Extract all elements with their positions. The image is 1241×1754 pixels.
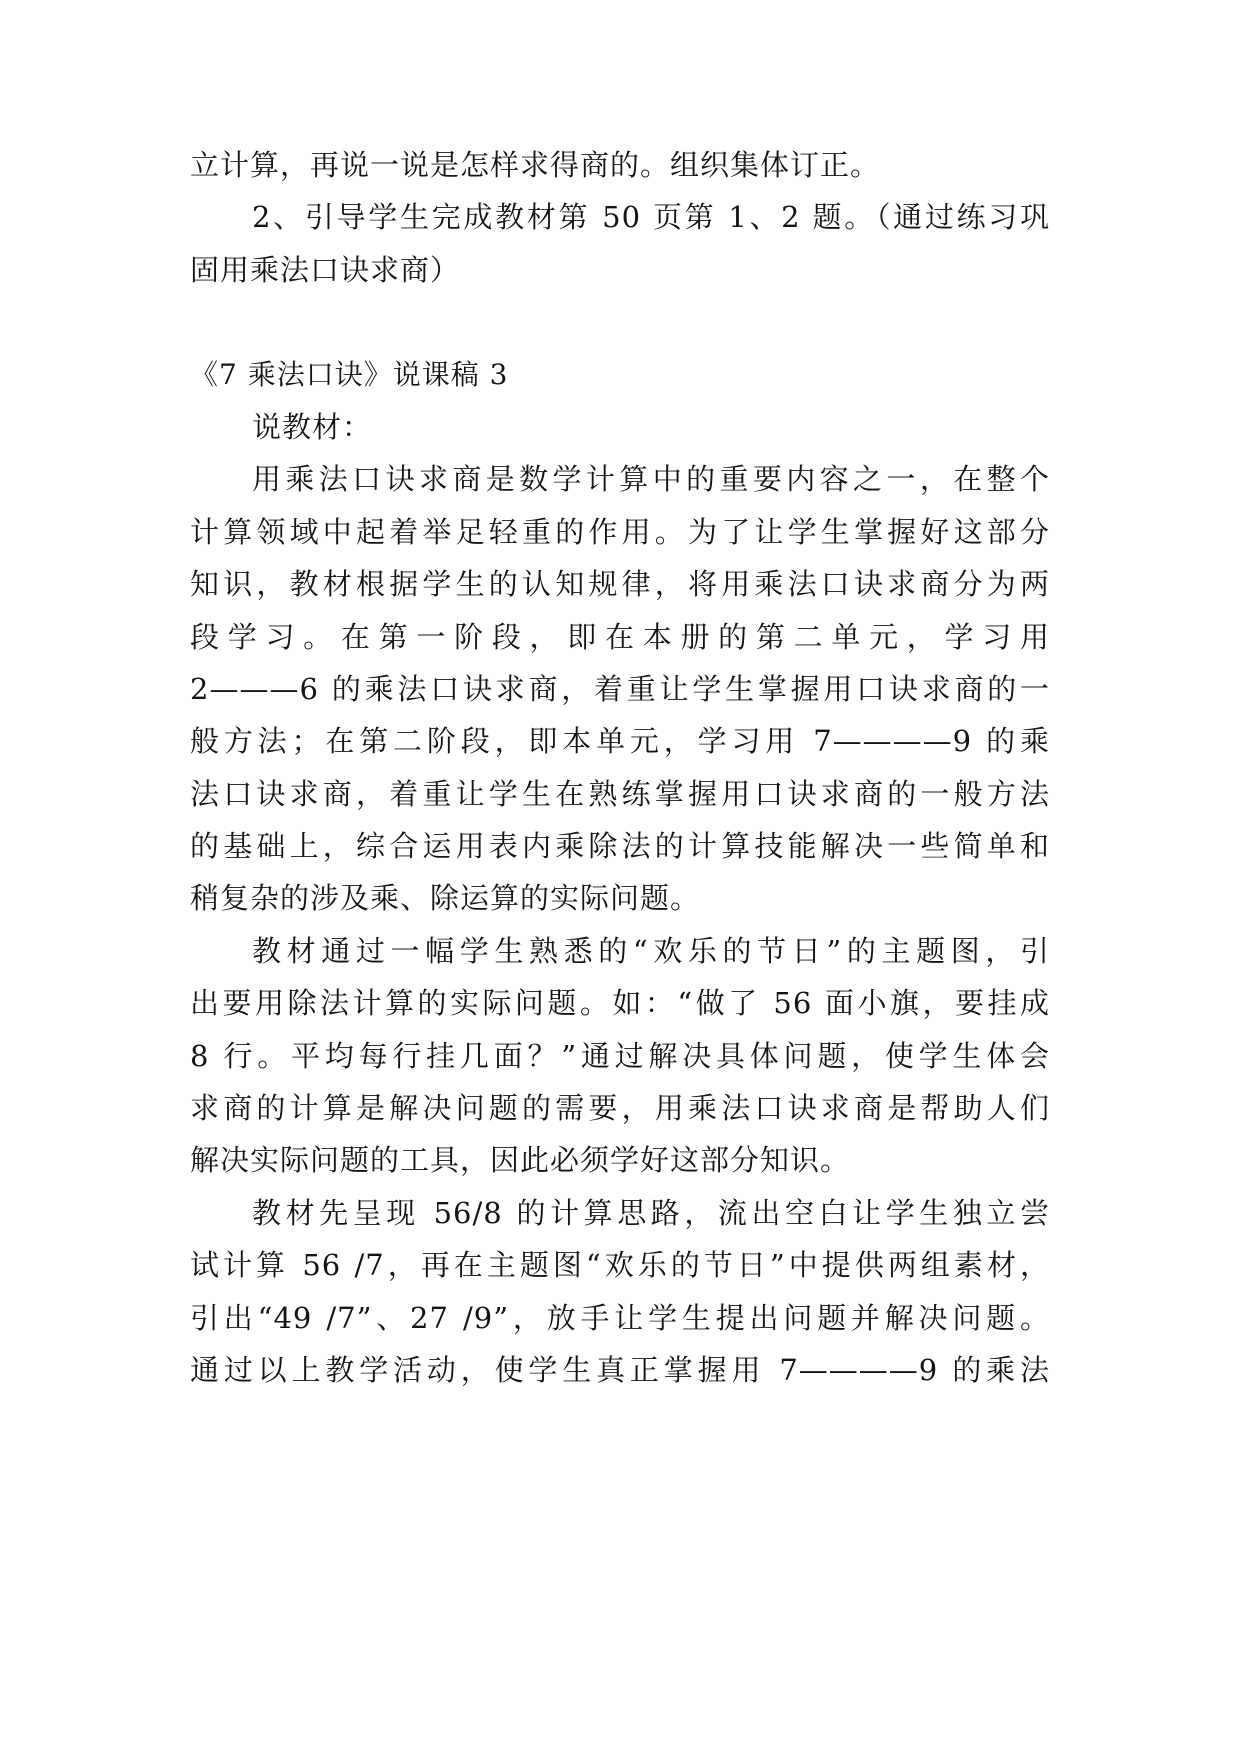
text-line: 般方法；在第二阶段，即本单元，学习用 7————9 的乘 (190, 724, 1050, 759)
text-line: 知识，教材根据学生的认知规律，将用乘法口诀求商分为两 (190, 567, 1050, 602)
text-line: 2———6 的乘法口诀求商，着重让学生掌握用口诀求商的一 (190, 671, 1050, 706)
text-line: 求商的计算是解决问题的需要，用乘法口诀求商是帮助人们 (190, 1091, 1050, 1126)
text-line: 8 行。平均每行挂几面？”通过解决具体问题，使学生体会 (190, 1038, 1050, 1073)
section-label: 说教材： (252, 409, 373, 444)
text-line: 通过以上教学活动，使学生真正掌握用 7————9 的乘法 (190, 1352, 1050, 1387)
text-line: 2、引导学生完成教材第 50 页第 1、2 题。（通过练习巩 (252, 200, 1050, 235)
text-line: 固用乘法口诀求商） (190, 252, 461, 287)
paragraph (190, 925, 1050, 1187)
step-paragraph (190, 191, 1050, 296)
text-line: 解决实际问题的工具，因此必须学好这部分知识。 (190, 1143, 851, 1178)
text-line: 出要用除法计算的实际问题。如：“做了 56 面小旗，要挂成 (190, 986, 1050, 1021)
text-line: 引出“49 /7”、27 /9”，放手让学生提出问题并解决问题。 (190, 1300, 1050, 1335)
paragraph (190, 453, 1050, 925)
text-line: 的基础上，综合运用表内乘除法的计算技能解决一些简单和 (190, 829, 1050, 864)
text-line: 稍复杂的涉及乘、除运算的实际问题。 (190, 881, 701, 916)
text-line: 试计算 56 /7，再在主题图“欢乐的节日”中提供两组素材， (190, 1248, 1050, 1283)
text-line: 教材通过一幅学生熟悉的“欢乐的节日”的主题图，引 (252, 933, 1050, 968)
intro-paragraph (190, 139, 1050, 191)
text-line: 计算领域中起着举足轻重的作用。为了让学生掌握好这部分 (190, 514, 1050, 549)
text-line: 法口诀求商，着重让学生在熟练掌握用口诀求商的一般方法 (190, 776, 1050, 811)
text-line: 用乘法口诀求商是数学计算中的重要内容之一，在整个 (252, 462, 1050, 497)
text-line: 立计算，再说一说是怎样求得商的。组织集体订正。 (190, 148, 881, 182)
paragraph (190, 1187, 1050, 1397)
document-body (190, 139, 1050, 1396)
blank-line (190, 296, 1050, 348)
text-line: 段学习。在第一阶段，即在本册的第二单元，学习用 (190, 619, 1050, 654)
section-heading: 《7 乘法口诀》说课稿 3 (190, 357, 509, 391)
text-line: 教材先呈现 56/8 的计算思路，流出空白让学生独立尝 (252, 1195, 1050, 1230)
